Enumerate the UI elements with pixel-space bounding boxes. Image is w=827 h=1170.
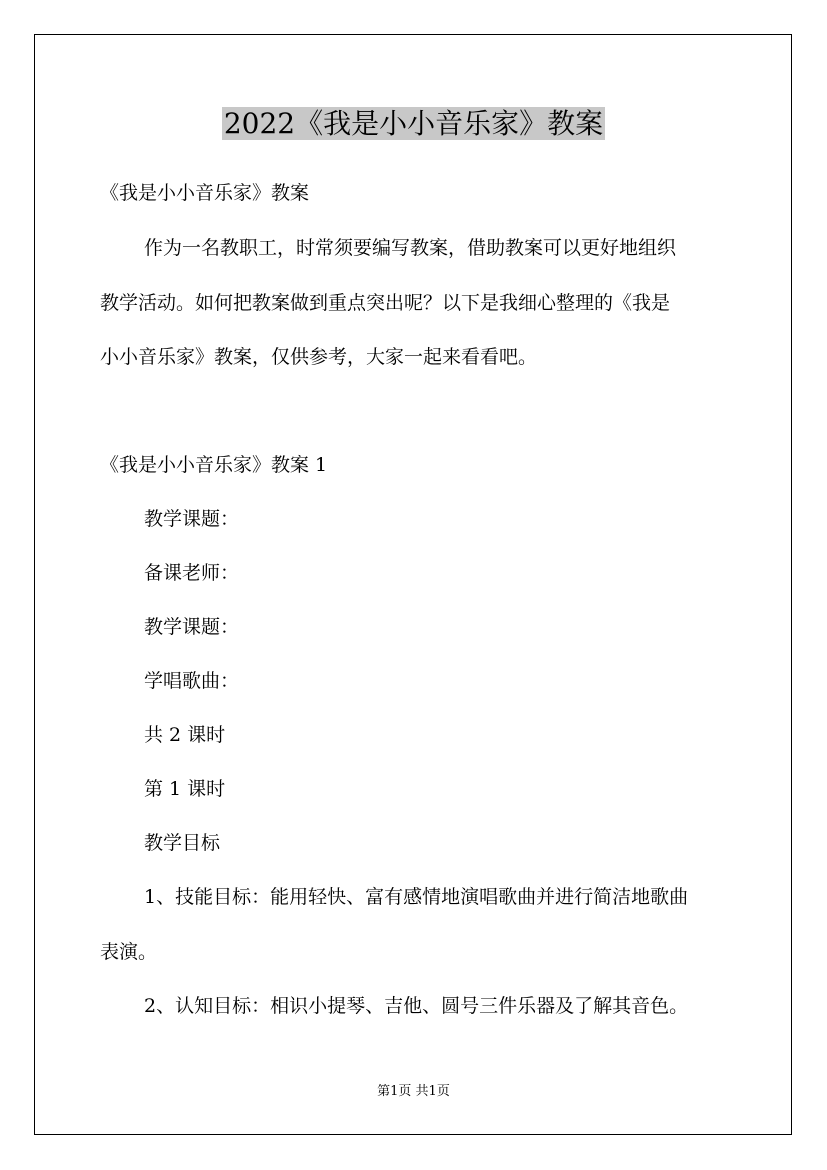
objective-2: 2、认知目标：相识小提琴、吉他、圆号三件乐器及了解其音色。 <box>144 995 689 1017</box>
item-period-number: 第 1 课时 <box>144 778 226 800</box>
section-heading: 《我是小小音乐家》教案 1 <box>100 454 328 476</box>
item-total-periods: 共 2 课时 <box>144 724 226 746</box>
item-teaching-topic-2: 教学课题： <box>144 616 240 638</box>
item-song: 学唱歌曲： <box>144 670 240 692</box>
document-title <box>0 104 827 144</box>
objective-1-line-2: 表演。 <box>100 941 158 963</box>
intro-line-2: 教学活动。如何把教案做到重点突出呢？以下是我细心整理的《我是 <box>100 292 671 314</box>
intro-line-3: 小小音乐家》教案，仅供参考，大家一起来看看吧。 <box>100 346 538 368</box>
objective-1-line-1: 1、技能目标：能用轻快、富有感情地演唱歌曲并进行简洁地歌曲 <box>144 886 689 908</box>
document-title-text: 2022《我是小小音乐家》教案 <box>223 107 604 140</box>
document-subtitle: 《我是小小音乐家》教案 <box>100 182 310 204</box>
intro-line-1: 作为一名教职工，时常须要编写教案，借助教案可以更好地组织 <box>144 237 677 259</box>
item-teaching-topic: 教学课题： <box>144 508 240 530</box>
page-footer: 第1页 共1页 <box>377 1084 450 1099</box>
item-lesson-teacher: 备课老师： <box>144 562 240 584</box>
item-teaching-goals: 教学目标 <box>144 832 221 854</box>
